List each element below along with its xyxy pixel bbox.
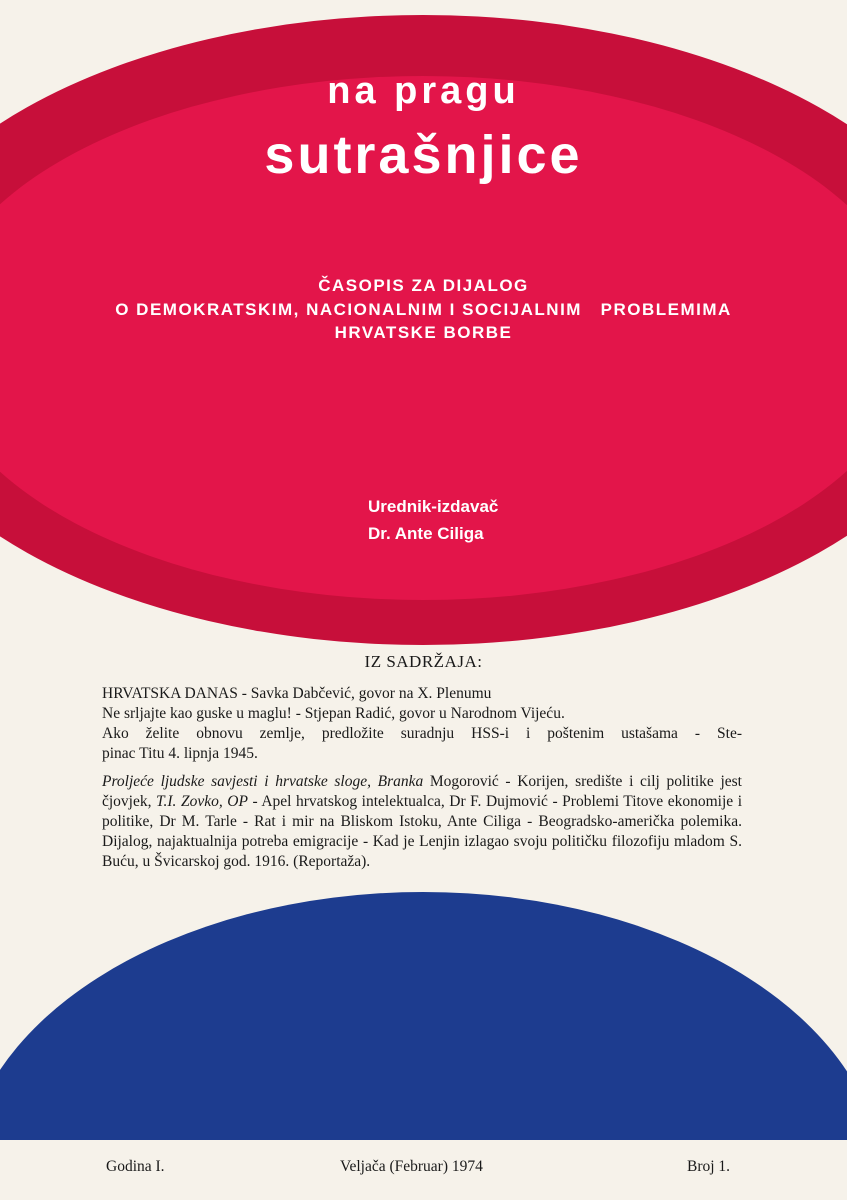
editor-name: Dr. Ante Ciliga bbox=[368, 524, 484, 543]
contents-block-2 bbox=[102, 772, 742, 872]
contents-block-1 bbox=[102, 684, 742, 764]
contents-text-1: Mogorović - Korijen, središte i cilj politike jest čjovjek, bbox=[102, 773, 742, 810]
contents-line: Ako želite obnovu zemlje, predložite suradnju HSS-i i poštenim ustašama - Ste- bbox=[102, 725, 742, 742]
title-line-1: na pragu bbox=[327, 70, 520, 112]
subtitle-line-3: HRVATSKE BORBE bbox=[334, 323, 513, 342]
contents-paragraph bbox=[102, 772, 742, 872]
subtitle-line-1: ČASOPIS ZA DIJALOG bbox=[318, 276, 529, 295]
contents-line: pinac Titu 4. lipnja 1945. bbox=[102, 745, 258, 762]
title-line-2: sutrašnjice bbox=[264, 125, 583, 185]
footer-date: Veljača (Februar) 1974 bbox=[340, 1158, 483, 1175]
contents-heading: IZ SADRŽAJA: bbox=[364, 652, 483, 671]
contents-italic-lead: Proljeće ljudske savjesti i hrvatske sloge, Branka bbox=[102, 773, 424, 790]
footer-issue: Broj 1. bbox=[687, 1158, 731, 1175]
editor-role: Urednik-izdavač bbox=[368, 497, 499, 516]
contents-line: HRVATSKA DANAS - Savka Dabčević, govor na X. Plenumu bbox=[102, 685, 492, 702]
contents-text-2: - Apel hrvatskog intelektualca, Dr F. Dujmović - Problemi Titove ekonomije i politike, Dr M. Tarle - Rat i mir na Bliskom Istoku, Ante Ciliga - Beogradsko-američka polemika. Dijalog, najaktualnija potreba emigracije - Kad je Lenjin izlagao svoju političku filozofiju mladom S. Buću, u Švicarskoj god. 1916. (Reportaža). bbox=[102, 793, 742, 870]
contents-italic-mid: T.I. Zovko, OP bbox=[156, 793, 248, 810]
contents-line: Ne srljajte kao guske u maglu! - Stjepan Radić, govor u Narodnom Vijeću. bbox=[102, 705, 565, 722]
subtitle-line-2: O DEMOKRATSKIM, NACIONALNIM I SOCIJALNIM PROBLEMIMA bbox=[115, 300, 732, 319]
footer-year: Godina I. bbox=[106, 1158, 165, 1175]
